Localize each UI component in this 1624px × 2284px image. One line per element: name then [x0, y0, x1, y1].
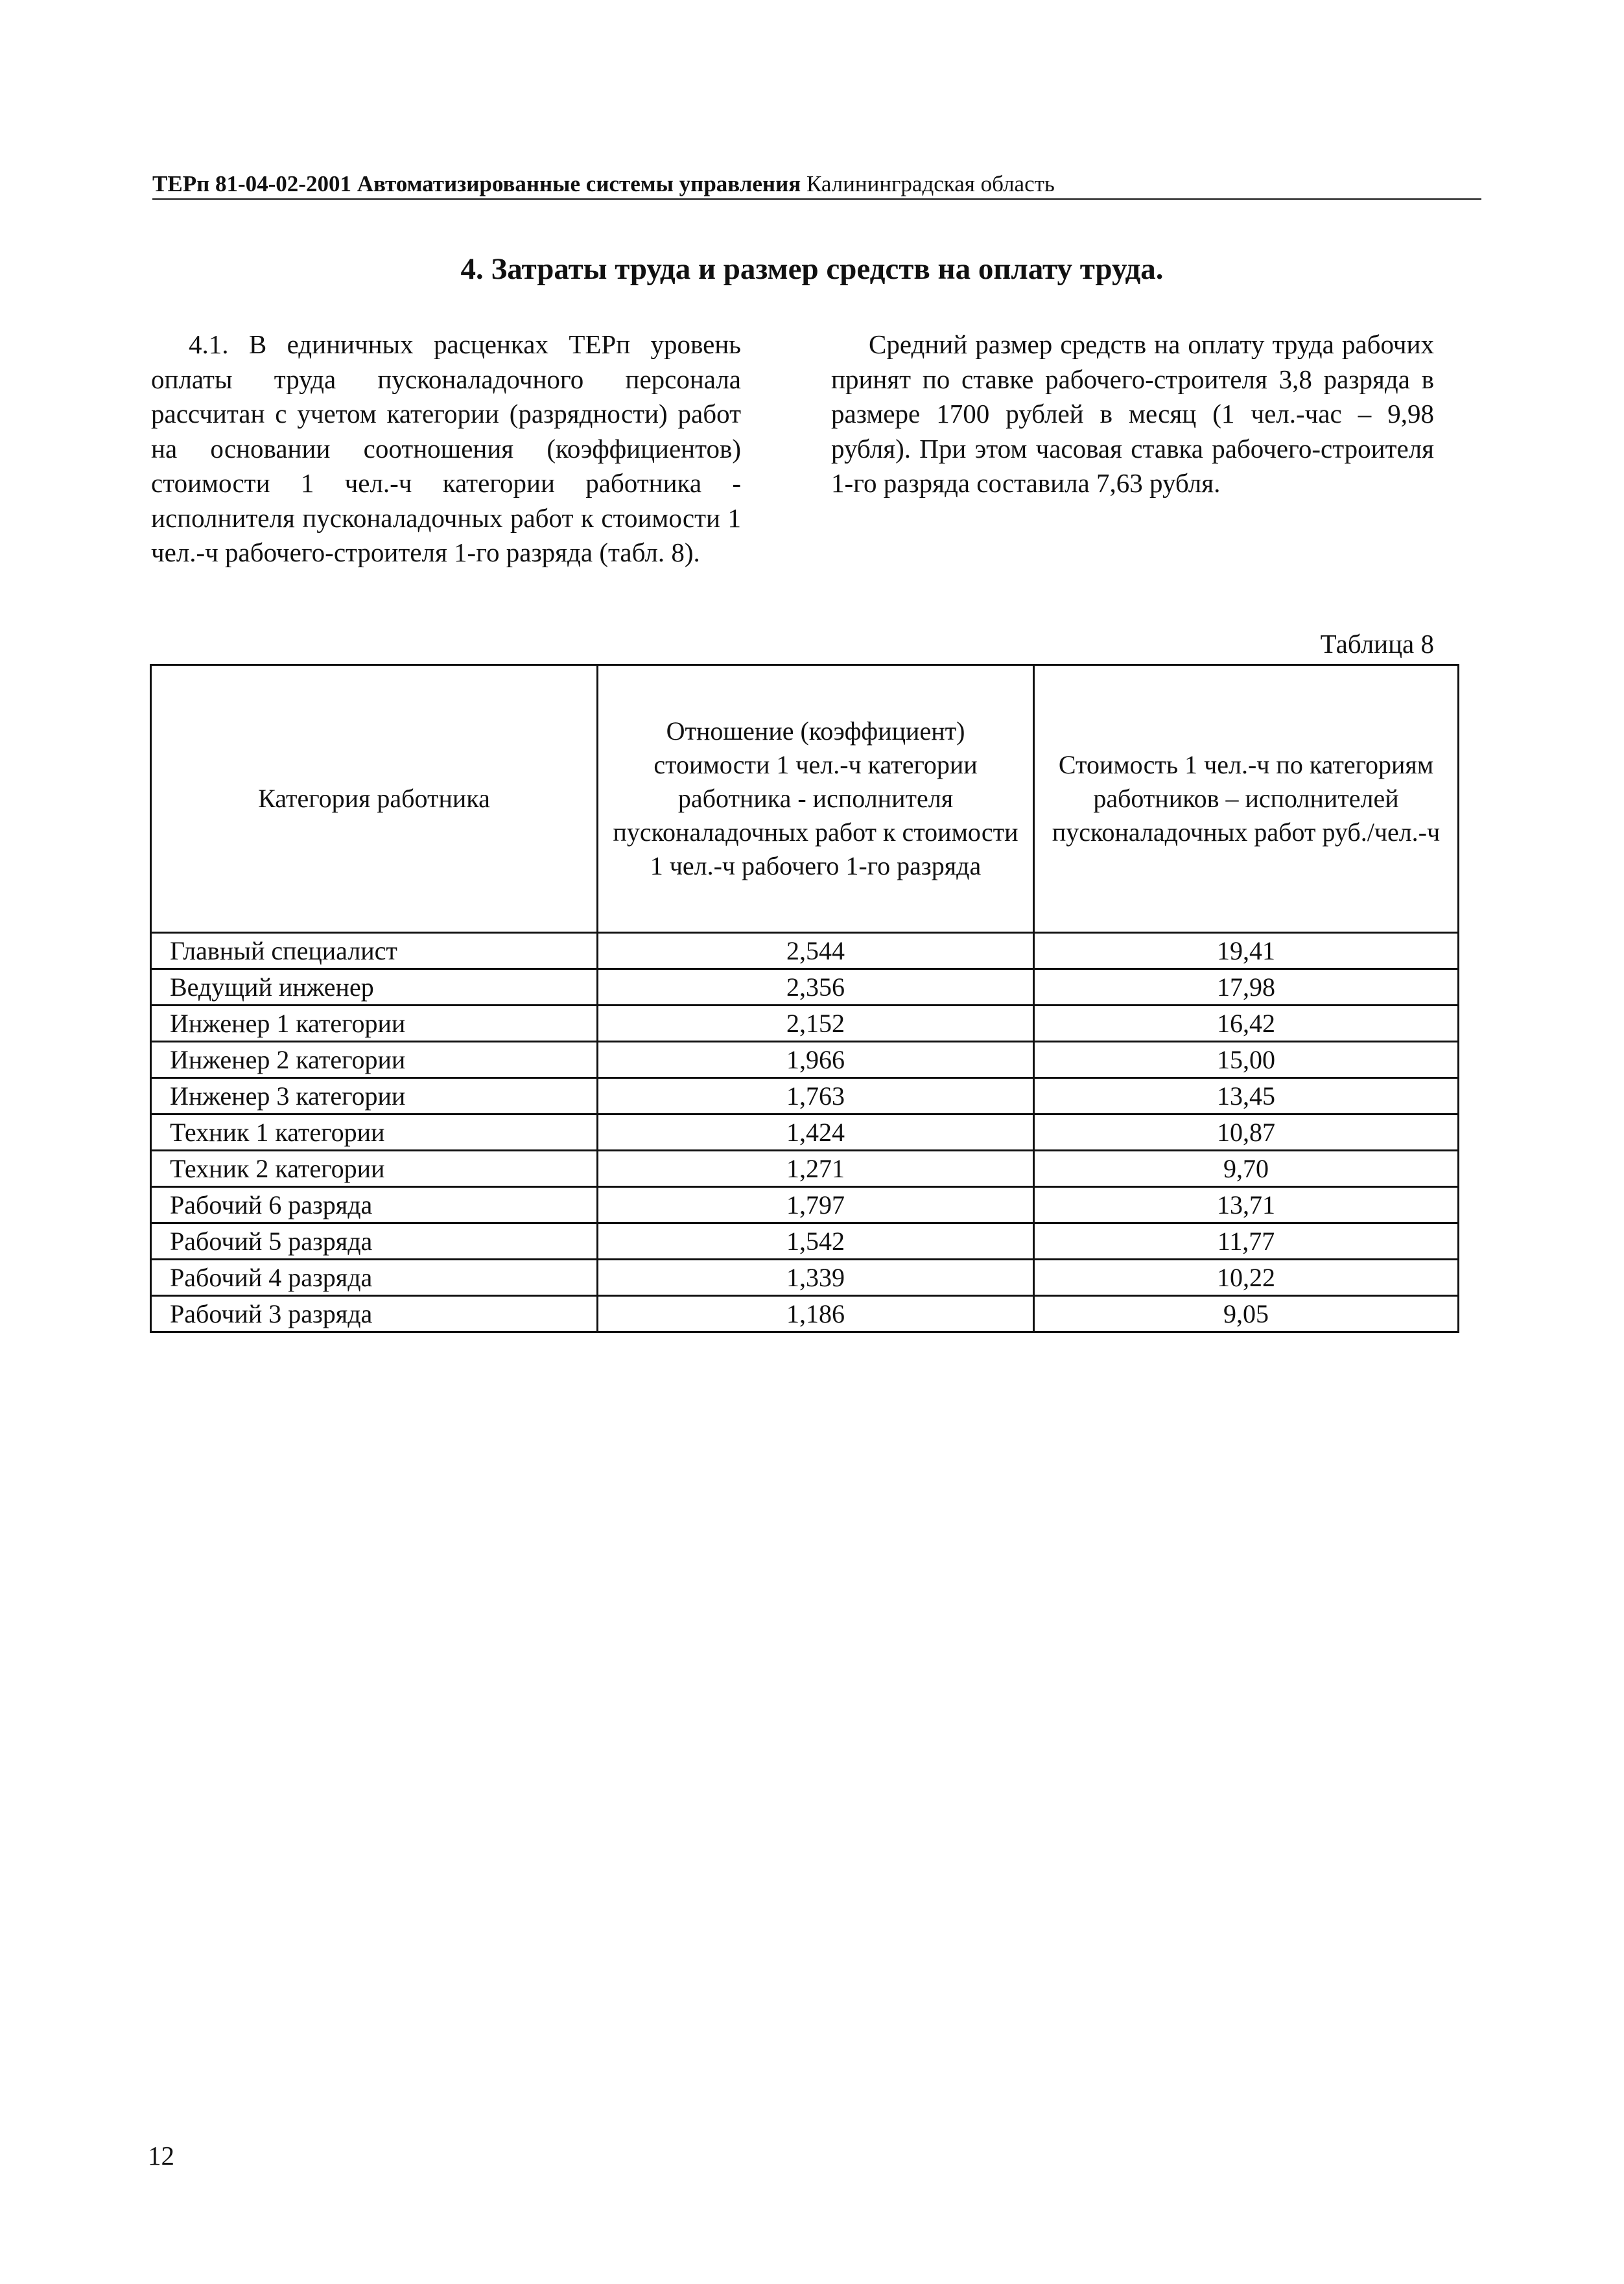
cell-coefficient: 1,797: [598, 1187, 1034, 1223]
table-row: [151, 1006, 1459, 1042]
cell-coefficient: 1,542: [598, 1223, 1034, 1260]
cell-category: Рабочий 6 разряда: [151, 1187, 598, 1223]
cell-category: Рабочий 4 разряда: [151, 1260, 598, 1296]
paragraph-right-column: [831, 327, 1434, 501]
cell-category: Инженер 2 категории: [151, 1042, 598, 1078]
cell-category: Инженер 1 категории: [151, 1006, 598, 1042]
table-header-row: [151, 665, 1459, 933]
cell-category: Техник 1 категории: [151, 1114, 598, 1151]
cell-cost: 10,87: [1034, 1114, 1459, 1151]
table-row: [151, 1187, 1459, 1223]
table-row: [151, 933, 1459, 969]
cell-coefficient: 1,424: [598, 1114, 1034, 1151]
table-row: [151, 1296, 1459, 1332]
cell-coefficient: 1,339: [598, 1260, 1034, 1296]
header-region: Калининградская область: [806, 171, 1055, 196]
table-row: [151, 1260, 1459, 1296]
header-category: Категория работника: [151, 665, 598, 933]
table-body: [151, 933, 1459, 1332]
cell-coefficient: 1,763: [598, 1078, 1034, 1114]
labor-cost-table: [150, 664, 1459, 1333]
paragraph-left-column: [151, 327, 741, 571]
table-row: [151, 1151, 1459, 1187]
cell-coefficient: 1,966: [598, 1042, 1034, 1078]
cell-category: Техник 2 категории: [151, 1151, 598, 1187]
cell-coefficient: 2,152: [598, 1006, 1034, 1042]
section-title: 4. Затраты труда и размер средств на оплату труда.: [460, 252, 1164, 286]
paragraph-left: 4.1. В единичных расценках ТЕРп уровень оплаты труда пусконаладочного персонала рассчитан с учетом категории (разрядности) работ на основании соотношения (коэффициентов) стоимости 1 чел.-ч категории работника - исполнителя пусконаладочных работ к стоимости 1 чел.-ч рабочего-строителя 1-го разряда (табл. 8).: [151, 329, 741, 567]
paragraph-right: Средний размер средств на оплату труда рабочих принят по ставке рабочего-строителя 3,8 разряда в размере 1700 рублей в месяц (1 чел.-час – 9,98 рубля). При этом часовая ставка рабочего-строителя 1-го разряда составила 7,63 рубля.: [831, 329, 1434, 498]
page-number: 12: [148, 2141, 174, 2171]
cell-cost: 13,45: [1034, 1078, 1459, 1114]
cell-cost: 10,22: [1034, 1260, 1459, 1296]
cell-category: Ведущий инженер: [151, 969, 598, 1006]
table-row: [151, 1223, 1459, 1260]
table-row: [151, 969, 1459, 1006]
cell-cost: 16,42: [1034, 1006, 1459, 1042]
cell-coefficient: 1,186: [598, 1296, 1034, 1332]
header-title: ТЕРп 81-04-02-2001 Автоматизированные системы управления: [152, 171, 801, 196]
cell-coefficient: 2,544: [598, 933, 1034, 969]
header-coefficient: Отношение (коэффициент) стоимости 1 чел.-ч категории работника - исполнителя пусконаладочных работ к стоимости 1 чел.-ч рабочего 1-го разряда: [598, 665, 1034, 933]
cell-cost: 13,71: [1034, 1187, 1459, 1223]
cell-category: Рабочий 3 разряда: [151, 1296, 598, 1332]
table-row: [151, 1114, 1459, 1151]
cell-category: Инженер 3 категории: [151, 1078, 598, 1114]
cell-cost: 11,77: [1034, 1223, 1459, 1260]
cell-category: Главный специалист: [151, 933, 598, 969]
table-row: [151, 1042, 1459, 1078]
table-label: Таблица 8: [1320, 629, 1434, 659]
cell-cost: 9,05: [1034, 1296, 1459, 1332]
cell-cost: 9,70: [1034, 1151, 1459, 1187]
header-cost: Стоимость 1 чел.-ч по категориям работников – исполнителей пусконаладочных работ руб./чел.-ч: [1034, 665, 1459, 933]
document-header: [152, 170, 1481, 200]
cell-coefficient: 2,356: [598, 969, 1034, 1006]
cell-coefficient: 1,271: [598, 1151, 1034, 1187]
table-row: [151, 1078, 1459, 1114]
cell-category: Рабочий 5 разряда: [151, 1223, 598, 1260]
cell-cost: 15,00: [1034, 1042, 1459, 1078]
cell-cost: 17,98: [1034, 969, 1459, 1006]
cell-cost: 19,41: [1034, 933, 1459, 969]
